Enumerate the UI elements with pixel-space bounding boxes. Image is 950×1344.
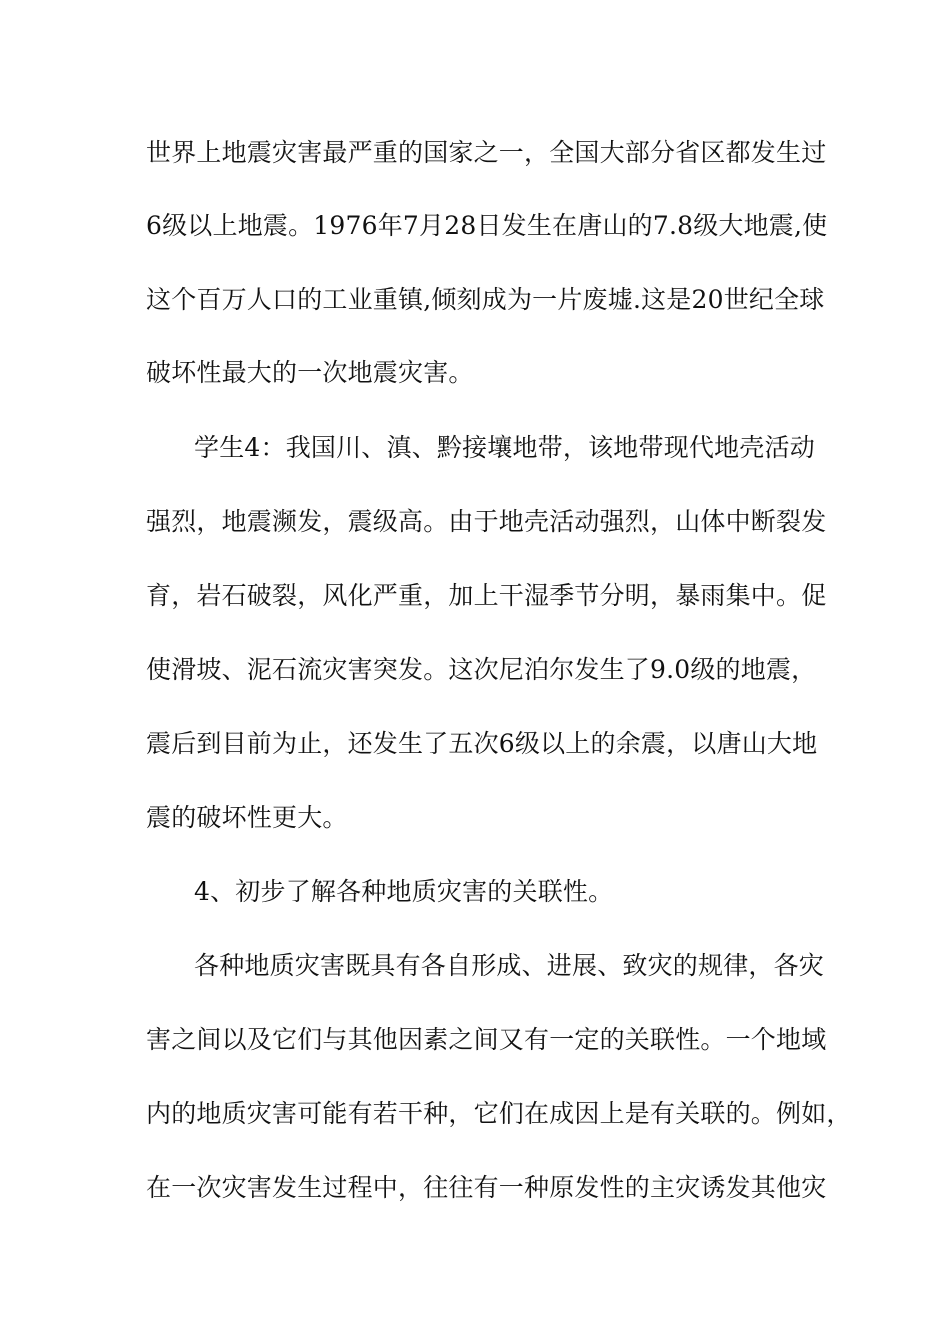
paragraph-line: 育，岩石破裂，风化严重，加上干湿季节分明，暴雨集中。促 [146, 581, 827, 610]
paragraph-line: 内的地质灾害可能有若干种，它们在成因上是有关联的。例如， [146, 1099, 852, 1128]
paragraph-line: 各种地质灾害既具有各自形成、进展、致灾的规律，各灾 [194, 951, 825, 980]
paragraph-line: 强烈，地震濒发，震级高。由于地壳活动强烈，山体中断裂发 [146, 507, 827, 536]
paragraph-line: 使滑坡、泥石流灾害突发。这次尼泊尔发生了9.0级的地震， [146, 655, 817, 684]
paragraph-line: 震的破坏性更大。 [146, 803, 348, 832]
section-heading-line: 4、初步了解各种地质灾害的关联性。 [194, 877, 614, 906]
paragraph-line: 震后到目前为止，还发生了五次6级以上的余震，以唐山大地 [146, 729, 818, 758]
paragraph-line: 害之间以及它们与其他因素之间又有一定的关联性。一个地域 [146, 1025, 827, 1054]
paragraph-line: 6级以上地震。1976年7月28日发生在唐山的7.8级大地震,使 [146, 211, 828, 240]
paragraph-line: 世界上地震灾害最严重的国家之一，全国大部分省区都发生过 [146, 138, 827, 167]
paragraph-line: 这个百万人口的工业重镇,倾刻成为一片废墟.这是20世纪全球 [146, 285, 825, 314]
paragraph-line: 破坏性最大的一次地震灾害。 [146, 358, 474, 387]
paragraph-line: 学生4：我国川、滇、黔接壤地带，该地带现代地壳活动 [194, 433, 815, 462]
paragraph-line: 在一次灾害发生过程中，往往有一种原发性的主灾诱发其他灾 [146, 1173, 827, 1202]
